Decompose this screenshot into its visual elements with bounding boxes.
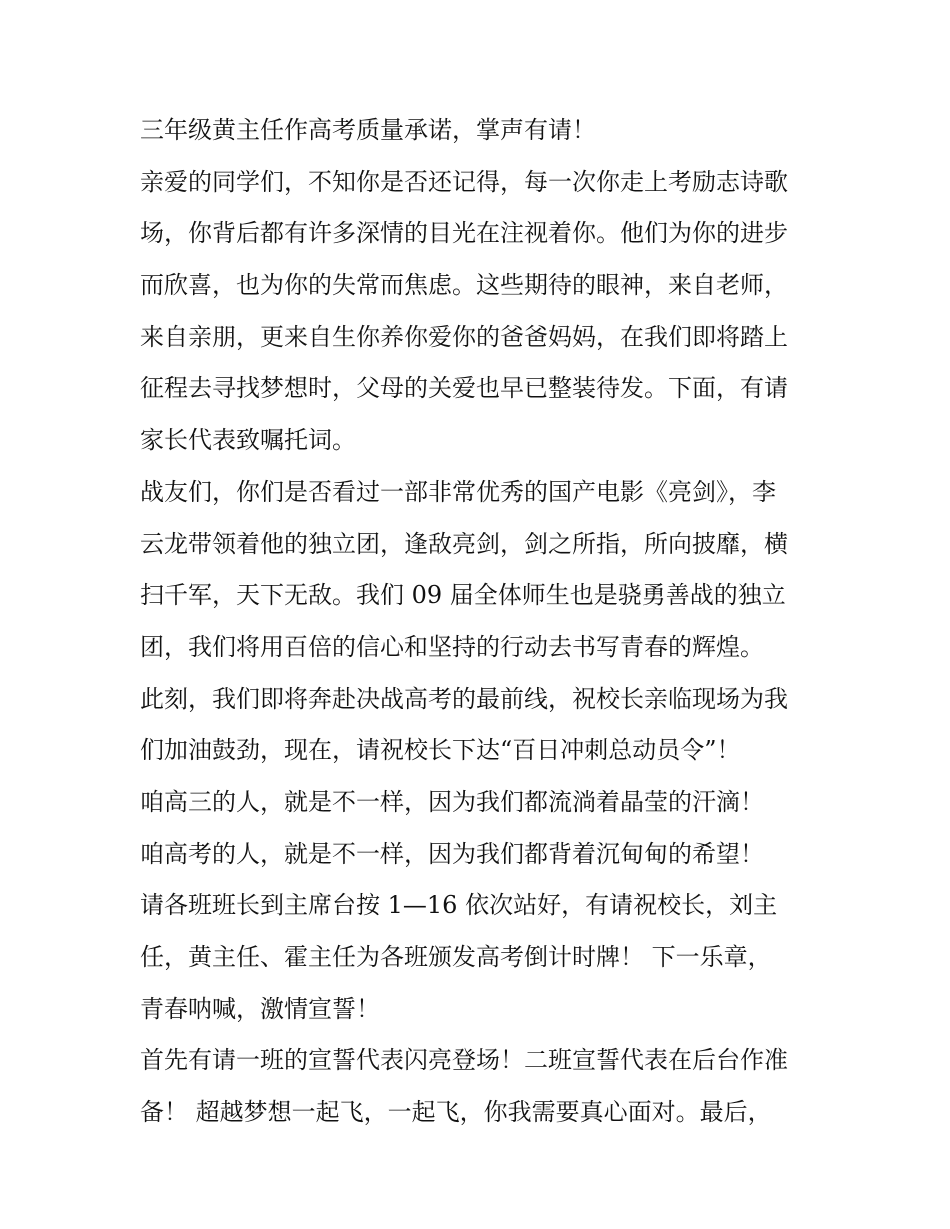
text-line-2: 亲爱的同学们，不知你是否还记得，每一次你走上考励志诗歌 <box>140 167 788 196</box>
text-line-17: 任，黄主任、霍主任为各班颁发高考倒计时牌！ 下一乐章， <box>140 943 772 971</box>
text-line-12: 此刻，我们即将奔赴决战高考的最前线，祝校长亲临现场为我 <box>140 684 788 713</box>
text-line-3: 场，你背后都有许多深情的目光在注视着你。他们为你的进步 <box>140 219 788 248</box>
text-line-4: 而欣喜，也为你的失常而焦虑。这些期待的眼神，来自老师， <box>140 271 788 300</box>
text-line-1: 三年级黄主任作高考质量承诺，掌声有请！ <box>140 116 596 144</box>
text-line-10: 扫千军，天下无敌。我们 09 届全体师生也是骁勇善战的独立 <box>140 581 786 610</box>
text-line-14: 咱高三的人，就是不一样，因为我们都流淌着晶莹的汗滴！ <box>140 787 764 816</box>
text-line-5: 来自亲朋，更来自生你养你爱你的爸爸妈妈，在我们即将踏上 <box>140 322 788 351</box>
text-line-18: 青春呐喊，激情宣誓！ <box>140 994 380 1023</box>
text-line-6: 征程去寻找梦想时，父母的关爱也早已整装待发。下面，有请 <box>140 374 788 403</box>
body-text <box>140 110 820 1144</box>
text-line-16: 请各班班长到主席台按 1—16 依次站好，有请祝校长，刘主 <box>140 891 778 920</box>
text-line-7: 家长代表致嘱托词。 <box>140 426 356 455</box>
text-line-19: 首先有请一班的宣誓代表闪亮登场！二班宣誓代表在后台作准 <box>140 1046 788 1075</box>
text-line-11: 团，我们将用百倍的信心和坚持的行动去书写青春的辉煌。 <box>140 632 764 661</box>
text-line-20: 备！ 超越梦想一起飞，一起飞，你我需要真心面对。最后， <box>140 1098 772 1127</box>
text-line-8: 战友们，你们是否看过一部非常优秀的国产电影《亮剑》，李 <box>140 477 776 506</box>
text-line-15: 咱高考的人，就是不一样，因为我们都背着沉甸甸的希望！ <box>140 839 764 868</box>
text-line-13: 们加油鼓劲，现在，请祝校长下达“百日冲刺总动员令”！ <box>140 736 741 765</box>
text-line-9: 云龙带领着他的独立团，逢敌亮剑，剑之所指，所向披靡，横 <box>140 529 788 558</box>
